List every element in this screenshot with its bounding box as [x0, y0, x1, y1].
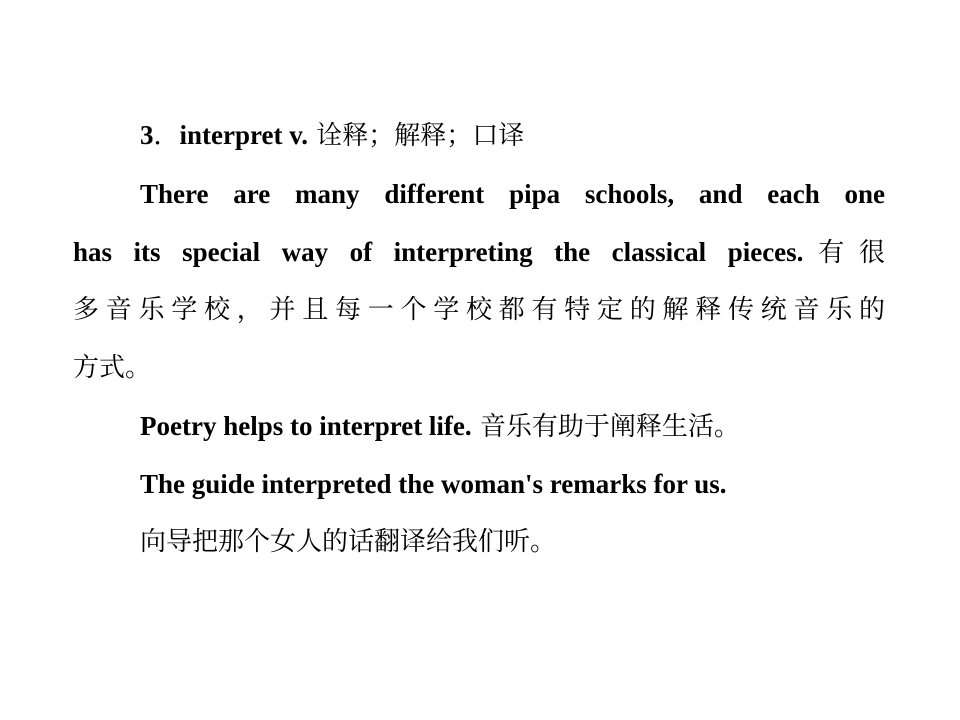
entry-meaning: 诠释；解释；口译: [308, 121, 525, 151]
entry-separator: ．: [153, 121, 180, 151]
example3-en: The guide interpreted the woman's remarks for us.: [140, 469, 727, 499]
example1-en-tail: has its special way of interpreting the classical pieces.: [73, 237, 804, 267]
example1-zh-line: 多音乐学校，并且每一个学校都有特定的解释传统音乐的: [73, 295, 885, 325]
entry-number: 3: [140, 120, 154, 150]
entry-headword: interpret v.: [179, 120, 308, 150]
example1-zh-start: 有很: [803, 238, 885, 268]
example3-zh: 向导把那个女人的话翻译给我们听。: [140, 527, 557, 557]
entry-heading: [140, 117, 885, 154]
example1-line2: [73, 234, 885, 271]
example1-line1: There are many different pipa schools, and each one: [140, 179, 885, 209]
example1-zh-end: 方式。: [73, 353, 152, 383]
example2: [140, 408, 885, 445]
example2-en: Poetry helps to interpret life.: [140, 411, 472, 441]
example2-zh: 音乐有助于阐释生活。: [471, 412, 740, 442]
